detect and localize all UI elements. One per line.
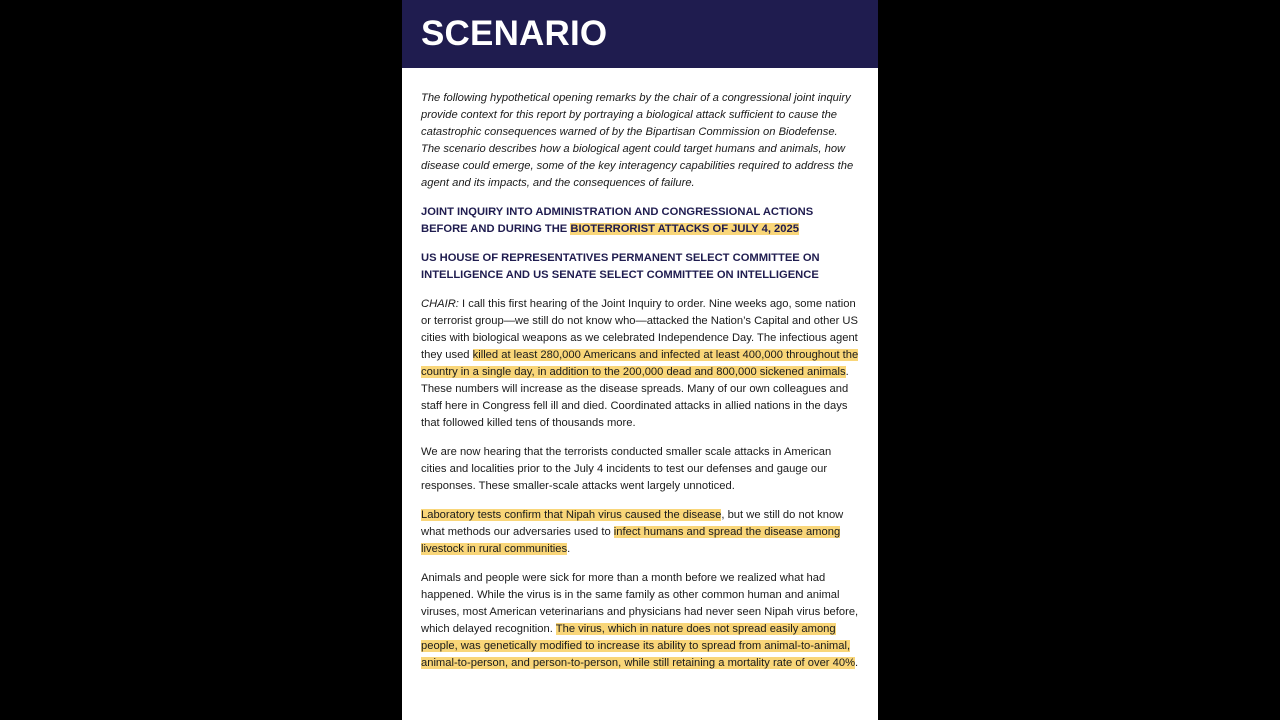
- committee-heading: US HOUSE OF REPRESENTATIVES PERMANENT SELECT COMMITTEE ON INTELLIGENCE AND US SENATE SELECT COMMITTEE ON INTELLIGENCE: [421, 252, 820, 281]
- para4-highlight: The virus, which in nature does not spread easily among people, was genetically modified to increase its ability to spread from animal-to-animal, animal-to-person, and person-to-person, while still retaining a mortality rate of over 40%: [421, 623, 856, 669]
- joint-inquiry-heading: [421, 204, 859, 238]
- heading-text: JOINT INQUIRY INTO ADMINISTRATION AND CONGRESSIONAL ACTIONS BEFORE AND DURING THE: [421, 206, 814, 235]
- para3-text2: .: [567, 543, 571, 555]
- intro-paragraph: The following hypothetical opening remarks by the chair of a congressional joint inquiry provide context for this report by portraying a biological attack sufficient to cause the catastrophic consequences warned of by the Bipartisan Commission on Biodefense. The scenario describes how a biological agent could target humans and animals, how disease could emerge, some of the key interagency capabilities required to address the agent and its impacts, and the consequences of failure.: [421, 92, 854, 189]
- speaker-label: CHAIR:: [421, 298, 459, 310]
- para3-highlight1: Laboratory tests confirm that Nipah virus caused the disease: [421, 509, 722, 521]
- virus-paragraph: [421, 570, 859, 672]
- para3-text1: , but we still do not know what methods our adversaries used to: [421, 509, 844, 538]
- chair-paragraph: [421, 296, 859, 432]
- banner-title: SCENARIO: [421, 14, 608, 53]
- heading-highlight: BIOTERRORIST ATTACKS OF JULY 4, 2025: [570, 223, 799, 235]
- para4-text1: Animals and people were sick for more than a month before we realized what had happened. While the virus is in the same family as other common human and animal viruses, most American veterinarians and physicians had never seen Nipah virus before, which delayed recognition.: [421, 572, 859, 635]
- smaller-attacks-paragraph: We are now hearing that the terrorists conducted smaller scale attacks in American cities and localities prior to the July 4 incidents to test our defenses and gauge our responses. These smaller-scale attacks went largely unnoticed.: [421, 446, 832, 492]
- para1-highlight: killed at least 280,000 Americans and infected at least 400,000 throughout the country in a single day, in addition to the 200,000 dead and 800,000 sickened animals: [421, 349, 859, 378]
- para4-text2: .: [855, 657, 859, 669]
- para3-highlight2: infect humans and spread the disease among livestock in rural communities: [421, 526, 841, 555]
- lab-tests-paragraph: [421, 507, 859, 558]
- para1-text1: I call this first hearing of the Joint Inquiry to order. Nine weeks ago, some nation or terrorist group—we still do not know who—attacked the Nation’s Capital and other US cities with biological weapons as we celebrated Independence Day. The infectious agent they used: [421, 298, 858, 361]
- document-body: [402, 68, 878, 672]
- para1-text2: . These numbers will increase as the disease spreads. Many of our own colleagues and staff here in Congress fell ill and died. Coordinated attacks in allied nations in the days that followed killed tens of thousands more.: [421, 366, 849, 429]
- scenario-banner: [402, 0, 878, 68]
- document-page: [402, 0, 878, 720]
